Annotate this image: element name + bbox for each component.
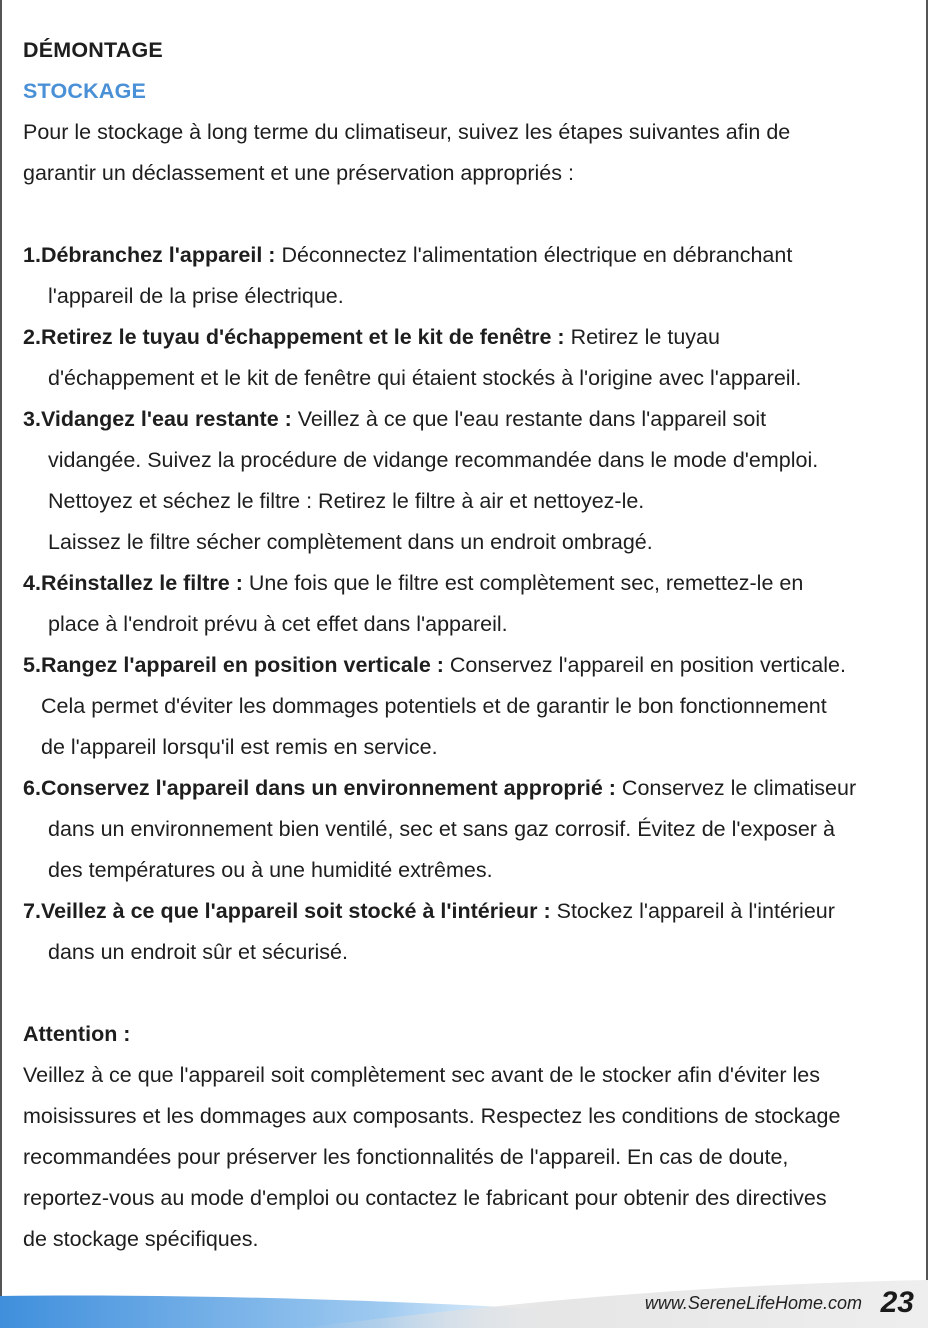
step-text: Conservez l'appareil en position verticale. [443,653,846,677]
step-title: Retirez le tuyau d'échappement et le kit de fenêtre : [40,325,565,349]
spacer [23,973,913,1014]
step-item [23,317,913,399]
footer-website-url[interactable]: www.SereneLifeHome.com [644,1293,862,1313]
attention-line: Veillez à ce que l'appareil soit complètement sec avant de le stocker afin d'éviter les [23,1063,820,1087]
step-number: 2. [23,325,41,349]
step-first-line [23,645,913,686]
step-title: Rangez l'appareil en position verticale : [40,653,444,677]
step-title: Débranchez l'appareil : [40,243,276,267]
step-continuation: place à l'endroit prévu à cet effet dans l'appareil. [48,612,508,636]
step-continuation: dans un endroit sûr et sécurisé. [48,940,348,964]
attention-line: moisissures et les dommages aux composants. Respectez les conditions de stockage [23,1104,841,1128]
step-title: Réinstallez le filtre : [40,571,243,595]
step-first-line [23,317,913,358]
step-item [23,645,913,768]
intro-line-1: Pour le stockage à long terme du climatiseur, suivez les étapes suivantes afin de [23,120,791,144]
step-title: Veillez à ce que l'appareil soit stocké à l'intérieur : [40,899,551,923]
step-first-line [23,563,913,604]
step-title: Conservez l'appareil dans un environnement approprié : [40,776,616,800]
step-item [23,563,913,645]
step-title: Vidangez l'eau restante : [40,407,292,431]
subsection-heading: STOCKAGE [23,79,147,103]
attention-line: de stockage spécifiques. [23,1227,259,1251]
step-continuation: vidangée. Suivez la procédure de vidange recommandée dans le mode d'emploi. [48,448,819,472]
step-number: 7. [23,899,41,923]
page-footer [0,1268,928,1328]
step-first-line [23,235,913,276]
step-first-line [23,768,913,809]
step-text: Une fois que le filtre est complètement sec, remettez-le en [242,571,804,595]
step-number: 5. [23,653,41,677]
step-text: Stockez l'appareil à l'intérieur [550,899,835,923]
section-heading: DÉMONTAGE [23,38,163,62]
step-item [23,235,913,317]
step-continuation: des températures ou à une humidité extrêmes. [48,858,493,882]
step-continuation: Cela permet d'éviter les dommages potentiels et de garantir le bon fonctionnement [41,694,827,718]
step-number: 3. [23,407,41,431]
step-continuation: d'échappement et le kit de fenêtre qui étaient stockés à l'origine avec l'appareil. [48,366,802,390]
step-item [23,768,913,891]
spacer [23,194,913,235]
attention-title: Attention : [23,1022,131,1046]
step-number: 4. [23,571,41,595]
step-text: Déconnectez l'alimentation électrique en débranchant [275,243,793,267]
page-number: 23 [880,1286,914,1319]
step-continuation: dans un environnement bien ventilé, sec et sans gaz corrosif. Évitez de l'exposer à [48,817,835,841]
page-border-left [0,0,2,1328]
step-continuation: l'appareil de la prise électrique. [48,284,344,308]
step-text: Retirez le tuyau [564,325,720,349]
step-continuation: de l'appareil lorsqu'il est remis en service. [41,735,438,759]
steps-list [23,235,913,973]
page-content [23,30,913,1260]
step-number: 1. [23,243,41,267]
intro-line-2: garantir un déclassement et une préservation appropriés : [23,161,574,185]
step-continuation: Nettoyez et séchez le filtre : Retirez le filtre à air et nettoyez-le. [48,489,645,513]
step-item [23,891,913,973]
attention-line: recommandées pour préserver les fonctionnalités de l'appareil. En cas de doute, [23,1145,789,1169]
step-number: 6. [23,776,41,800]
step-text: Conservez le climatiseur [615,776,857,800]
step-text: Veillez à ce que l'eau restante dans l'appareil soit [291,407,767,431]
attention-line: reportez-vous au mode d'emploi ou contactez le fabricant pour obtenir des directives [23,1186,827,1210]
step-first-line [23,399,913,440]
step-first-line [23,891,913,932]
step-item [23,399,913,563]
step-continuation: Laissez le filtre sécher complètement dans un endroit ombragé. [48,530,653,554]
